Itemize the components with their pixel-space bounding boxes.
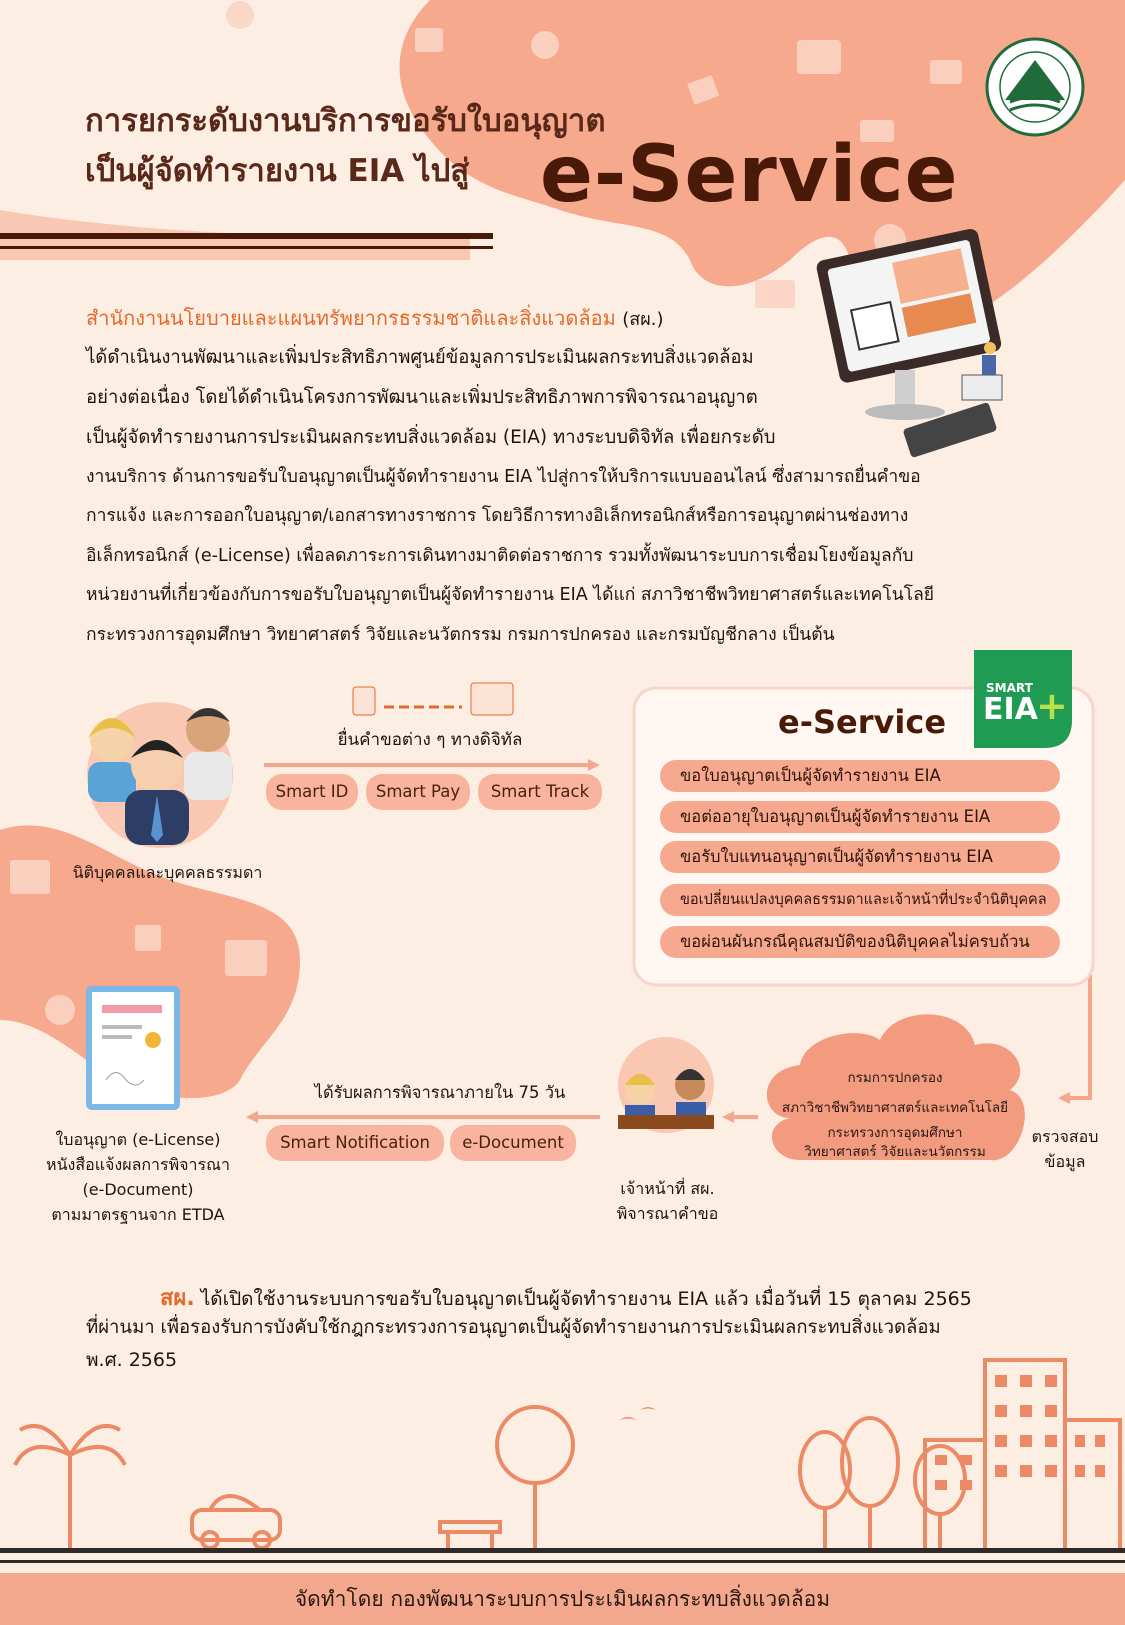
verify-label-line: ข้อมูล xyxy=(1044,1152,1086,1171)
closing-line-2: ที่ผ่านมา เพื่อรองรับการบังคับใช้กฎกระทรวงการอนุญาตเป็นผู้จัดทำรายงานการประเมินผลกระทบสิ่งแวดล้อม xyxy=(86,1317,941,1338)
closing-abbr: สผ. xyxy=(160,1286,195,1311)
intro-line: งานบริการ ด้านการขอรับใบอนุญาตเป็นผู้จัดทำรายงาน EIA ไปสู่การให้บริการแบบออนไลน์ ซึ่งสามารถยื่นคำขอ xyxy=(86,467,921,487)
result-label: ได้รับผลการพิจารณาภายใน 75 วัน xyxy=(314,1083,566,1102)
agency-full-name: สำนักงานนโยบายและแผนทรัพยากรธรรมชาติและสิ่งแวดล้อม xyxy=(86,306,616,330)
cloud-agency: วิทยาศาสตร์ วิจัยและนวัตกรรม xyxy=(804,1144,986,1160)
intro-line: อิเล็กทรอนิกส์ (e-License) เพื่อลดภาระการเดินทางมาติดต่อราชการ รวมทั้งพัฒนาระบบการเชื่อมโยงข้อมูลกับ xyxy=(86,546,914,566)
agency-name xyxy=(86,302,664,334)
verify-label xyxy=(1025,1124,1105,1174)
smart-notification-pill: Smart Notification xyxy=(266,1125,444,1161)
license-label-line: (e-Document) xyxy=(82,1180,194,1199)
smart-pay-pill: Smart Pay xyxy=(366,774,470,810)
certificate-icon xyxy=(86,986,180,1110)
e-document-pill: e-Document xyxy=(450,1125,576,1161)
logo-emblem xyxy=(987,39,1083,135)
submit-label: ยื่นคำขอต่าง ๆ ทางดิจิทัล xyxy=(337,730,523,750)
badge-plus: + xyxy=(1036,684,1068,728)
smart-id-pill: Smart ID xyxy=(266,774,358,810)
badge-smart: SMART xyxy=(986,681,1033,695)
computer-illustration xyxy=(815,227,1002,458)
license-label-line: ใบอนุญาต (e-License) xyxy=(55,1130,221,1149)
cloud-agency: กระทรวงการอุดมศึกษา xyxy=(827,1125,963,1141)
intro-line: อย่างต่อเนื่อง โดยได้ดำเนินโครงการพัฒนาและเพิ่มประสิทธิภาพการพิจารณาอนุญาต xyxy=(86,387,758,408)
intro-line: เป็นผู้จัดทำรายงานการประเมินผลกระทบสิ่งแวดล้อม (EIA) ทางระบบดิจิทัล เพื่อยกระดับ xyxy=(86,427,776,448)
badge-eia: EIA xyxy=(983,692,1038,727)
intro-line: ได้ดำเนินงานพัฒนาและเพิ่มประสิทธิภาพศูนย์ข้อมูลการประเมินผลกระทบสิ่งแวดล้อม xyxy=(86,347,754,368)
smart-track-pill: Smart Track xyxy=(478,774,602,810)
officer-label-line: พิจารณาคำขอ xyxy=(616,1204,719,1223)
intro-line: การแจ้ง และการออกใบอนุญาต/เอกสารทางราชการ โดยวิธีการทางอิเล็กทรอนิกส์หรือการอนุญาตผ่านช่องทาง xyxy=(86,506,909,526)
intro-line: กระทรวงการอุดมศึกษา วิทยาศาสตร์ วิจัยและนวัตกรรม กรมการปกครอง และกรมบัญชีกลาง เป็นต้น xyxy=(86,625,835,645)
license-label-line: ตามมาตรฐานจาก ETDA xyxy=(51,1205,225,1224)
agency-abbr: (สผ.) xyxy=(622,309,664,330)
footer-text: จัดทำโดย กองพัฒนาระบบการประเมินผลกระทบสิ่งแวดล้อม xyxy=(294,1587,831,1611)
verify-label-line: ตรวจสอบ xyxy=(1031,1127,1099,1146)
license-label-line: หนังสือแจ้งผลการพิจารณา xyxy=(46,1155,230,1174)
license-label xyxy=(28,1127,248,1227)
people-avatar xyxy=(87,702,233,848)
applicant-label: นิติบุคคลและบุคคลธรรมดา xyxy=(72,863,263,882)
cloud-agency: กรมการปกครอง xyxy=(847,1070,943,1086)
page-title-line-1: การยกระดับงานบริการขอรับใบอนุญาต xyxy=(85,103,606,139)
page-title-line-2: เป็นผู้จัดทำรายงาน EIA ไปสู่ xyxy=(85,153,470,189)
brand-eservice: e-Service xyxy=(540,130,959,220)
officer-label-line: เจ้าหน้าที่ สผ. xyxy=(620,1179,715,1198)
service-item: ขอใบอนุญาตเป็นผู้จัดทำรายงาน EIA xyxy=(660,760,1060,792)
eservice-panel-title: e-Service xyxy=(778,703,947,741)
officers-avatar xyxy=(618,1037,714,1133)
cloud-agency: สภาวิชาชีพวิทยาศาสตร์และเทคโนโลยี xyxy=(781,1100,1009,1116)
service-item: ขอรับใบแทนอนุญาตเป็นผู้จัดทำรายงาน EIA xyxy=(660,841,1060,873)
service-item: ขอผ่อนผันกรณีคุณสมบัติของนิติบุคคลไม่ครบถ้วน xyxy=(660,926,1060,958)
closing-line-3: พ.ศ. 2565 xyxy=(86,1349,178,1371)
officer-label xyxy=(590,1176,745,1226)
closing-line-1 xyxy=(160,1280,972,1315)
intro-line: หน่วยงานที่เกี่ยวข้องกับการขอรับใบอนุญาตเป็นผู้จัดทำรายงาน EIA ได้แก่ สภาวิชาชีพวิทยาศาสตร์และเทคโนโลยี xyxy=(86,585,935,605)
service-item: ขอเปลี่ยนแปลงบุคคลธรรมดาและเจ้าหน้าที่ประจำนิติบุคคล xyxy=(660,884,1060,916)
service-item: ขอต่ออายุใบอนุญาตเป็นผู้จัดทำรายงาน EIA xyxy=(660,801,1060,833)
closing-text: ได้เปิดใช้งานระบบการขอรับใบอนุญาตเป็นผู้จัดทำรายงาน EIA แล้ว เมื่อวันที่ 15 ตุลาคม 2565 xyxy=(194,1288,972,1310)
